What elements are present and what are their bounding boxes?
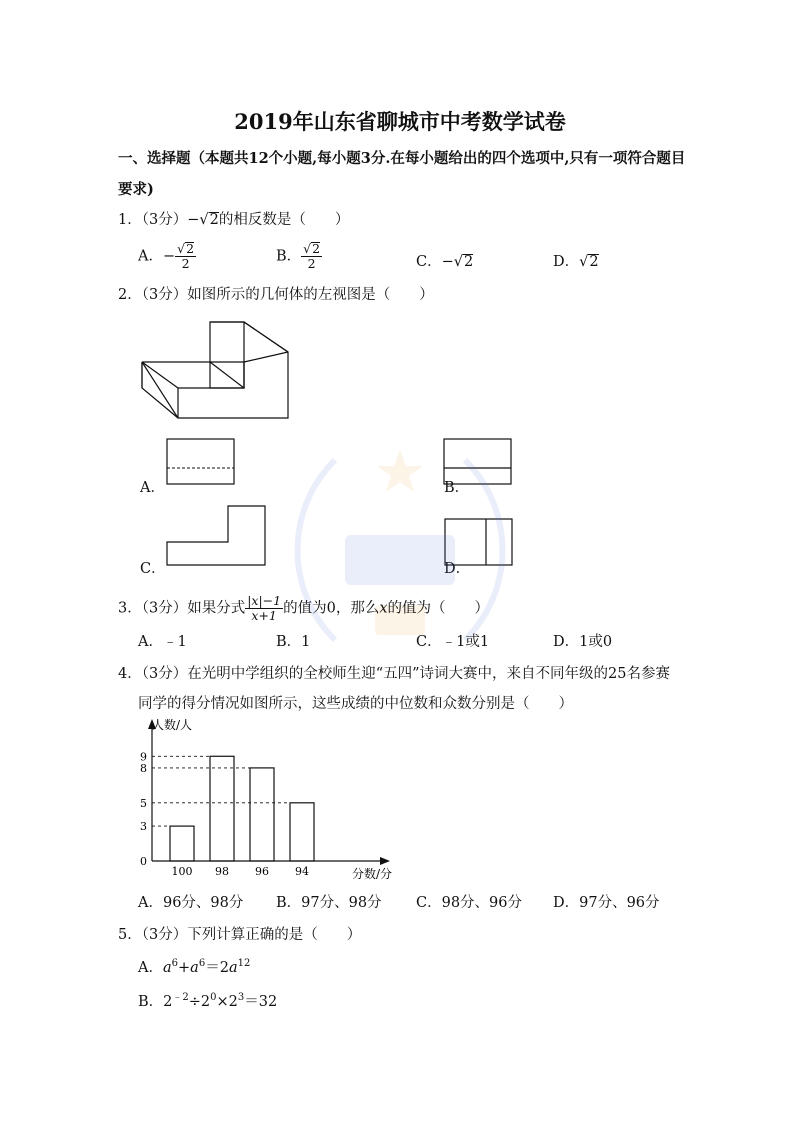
q1-tail: 的相反数是（ ） [218,212,350,228]
chart-x-tick-label: 98 [215,865,229,878]
chart-ylabel: 人数/人 [152,718,193,732]
chart-y-tick-label: 0 [140,855,147,868]
q5-a-e2: 6 [198,958,206,970]
q2-solid-figure [140,318,290,422]
q3-num: |x|−1 [247,593,282,608]
q1-c-label: C． [416,254,442,270]
chart-guides [152,756,290,826]
q1-a-num: 2 [186,241,195,256]
q3-tail-b: 的值为（ ） [387,600,490,617]
q3-option-c[interactable]: C．﹣1或1 [416,634,490,650]
q2-option-c-label[interactable]: C． [140,561,166,577]
chart-x-tick-label: 100 [171,865,193,878]
chart-x-arrow [380,857,390,865]
q5-b-label: B． [138,993,164,1010]
q5-a-a2: a [190,960,199,976]
chart-bar [210,756,234,861]
q1-d-radicand: 2 [589,254,599,270]
q3-fraction [245,594,283,623]
q3-stem: 3．（3分）如果分式 [118,600,246,617]
q3-tail-a: 的值为0，那么 [283,600,380,617]
q5-option-b[interactable] [138,988,277,1011]
q1-c-minus: − [441,254,454,270]
question-2: 2．（3分）如图所示的几何体的左视图是（ ） [118,287,434,303]
q2-option-b-figure[interactable] [443,438,513,486]
q4-option-b[interactable]: B．97分、98分 [276,895,382,911]
question-1: 1．（3分）−√2的相反数是（ ） [118,212,350,228]
chart-bar [250,768,274,861]
q1-b-den: 2 [307,255,316,271]
question-4-line2: 同学的得分情况如图所示，这些成绩的中位数和众数分别是（ ） [138,696,573,712]
q5-option-a[interactable] [138,956,250,977]
chart-y-tick-label: 9 [140,750,147,764]
chart-axes [148,719,390,865]
chart-x-tick-label: 96 [255,865,269,878]
q4-option-d[interactable]: D．97分、96分 [553,895,660,911]
q2-option-d-label[interactable]: D． [444,561,471,577]
q1-a-fraction: $\frac{√2}{2}$ [177,241,195,271]
q1-a-minus: − [162,248,176,265]
q2-option-d-figure[interactable] [444,518,514,568]
chart-x-tick-label: 94 [295,865,309,878]
q5-b-e1: ﹣2 [172,992,189,1003]
q4-bar-chart [130,715,400,885]
chart-xlabel: 分数/分 [352,867,393,881]
q5-a-e1: 6 [171,958,179,970]
question-4-line1: 4．（3分）在光明中学组织的全校师生迎“五四”诗词大赛中，来自不同年级的25名参赛 [118,666,670,682]
q2-option-a-label[interactable]: A． [140,480,165,496]
q1-option-b[interactable] [276,242,322,271]
chart-bar [290,803,314,861]
q2-option-b-label[interactable]: B． [444,480,470,496]
page-title: 2019年山东省聊城市中考数学试卷 [234,109,566,134]
q4-option-c[interactable]: C．98分、96分 [416,895,522,911]
q3-option-d[interactable]: D．1或0 [553,634,613,650]
q1-stem: 1．（3分） [118,212,188,228]
q1-option-c[interactable]: C．−√2 [416,254,474,270]
q2-option-a-figure[interactable] [166,438,236,486]
q1-b-num: 2 [312,241,321,256]
q4-option-a[interactable]: A．96分、98分 [138,895,244,911]
q5-a-e3: 12 [237,958,251,970]
q5-a-a1: a [162,960,172,976]
chart-bars [170,756,314,861]
q1-option-d[interactable]: D．√2 [553,254,599,270]
chart-y-tick-label: 8 [140,761,147,775]
section-heading-line1: 一、选择题（本题共12个小题,每小题3分.在每小题给出的四个选项中,只有一项符合题目 [118,150,686,167]
q1-radicand: 2 [209,212,219,228]
q5-a-eq: ＝2 [205,960,229,976]
q1-b-label: B． [276,248,302,265]
q1-a-den: 2 [181,255,190,271]
q5-b-base1: 2 [163,993,173,1010]
q3-var: x [379,600,388,617]
chart-y-tick-label: 3 [140,820,147,834]
chart-bar [170,826,194,861]
q1-minus: − [187,212,200,228]
q3-option-b[interactable]: B．1 [276,634,311,650]
q3-option-a[interactable]: A．﹣1 [138,634,187,650]
q5-b-e3: 3 [237,992,245,1003]
q1-d-label: D． [553,254,580,270]
q1-c-radicand: 2 [464,254,474,270]
q1-a-label: A． [138,248,163,265]
q5-b-op2: ×2 [216,993,238,1010]
q5-b-result: ＝32 [244,993,278,1010]
q1-option-a[interactable] [138,242,196,271]
q3-den: x+1 [251,607,277,623]
q5-a-a3: a [228,960,238,976]
chart-ticks [140,750,309,878]
q5-a-op: + [178,960,191,976]
question-5: 5．（3分）下列计算正确的是（ ） [118,927,362,943]
question-3 [118,594,489,623]
section-heading-line2: 要求) [118,181,154,198]
q1-b-fraction: $\frac{√2}{2}$ [303,241,321,271]
q5-b-e2: 0 [210,992,217,1003]
chart-y-tick-label: 5 [140,796,147,810]
q5-a-label: A． [138,960,163,976]
q2-option-c-figure[interactable] [166,505,268,567]
q5-b-op1: ÷2 [188,993,211,1010]
